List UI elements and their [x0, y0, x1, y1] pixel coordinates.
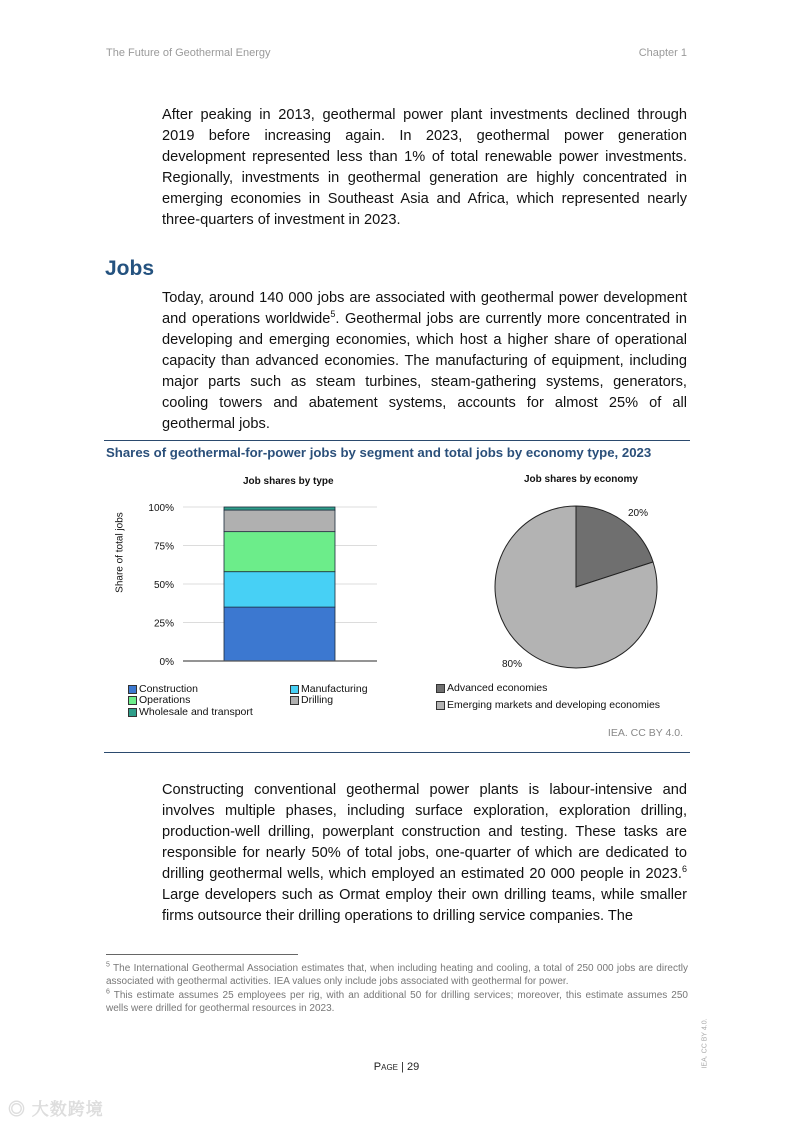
footnote-text: This estimate assumes 25 employees per rig, with an additional 50 for drilling services; moreover, this estimate assumes 250 wells were drilled for geothermal resources in 2023. — [106, 990, 688, 1014]
footnote-number: 5 — [106, 961, 110, 969]
legend-label: Construction — [139, 683, 198, 695]
section-heading-jobs: Jobs — [105, 257, 155, 280]
paragraph-construction — [162, 780, 687, 927]
y-tick-label: 0% — [159, 657, 174, 668]
text: Today, around 140 000 jobs are associated with geothermal power development and operations worldwide — [162, 290, 687, 327]
footnote-ref-5[interactable]: 5 — [330, 309, 336, 320]
swatch — [290, 685, 299, 694]
legend-label: Drilling — [301, 694, 334, 706]
legend-label: Advanced economies — [447, 682, 548, 694]
pie-data-label: 80% — [501, 659, 523, 670]
header-chapter: Chapter 1 — [638, 47, 687, 59]
watermark-logo: ◎ 大数跨境 — [8, 1100, 104, 1119]
swatch — [436, 684, 445, 693]
footnote-separator — [106, 954, 298, 955]
legend-label: Emerging markets and developing economies — [447, 699, 661, 711]
y-tick-label: 25% — [153, 618, 174, 630]
swatch — [128, 696, 137, 705]
y-tick-label: 75% — [153, 541, 174, 553]
pie-chart-title: Job shares by economy — [524, 474, 638, 485]
pie-chart — [495, 506, 657, 670]
swatch — [290, 696, 299, 705]
bar-segment-construction — [224, 607, 335, 661]
y-axis-label: Share of total jobs — [114, 512, 126, 593]
legend-drilling — [290, 694, 333, 706]
bar-chart — [148, 503, 377, 668]
bar-segment-operations — [224, 532, 335, 572]
text: . Geothermal jobs are currently more concentrated in developing and emerging economies, which host a higher share of operational capacity than advanced economies. The manufacturing of equipment, including major parts such as steam turbines, steam-gathering systems, generators, cooling towers and abatement systems, accounts for almost 25% of all geothermal jobs. — [162, 311, 687, 432]
figure-source: IEA. CC BY 4.0. — [607, 727, 683, 739]
bar-segment-wholesale-and-transport — [224, 507, 335, 510]
swatch — [436, 701, 445, 710]
bar-chart-title: Job shares by type — [243, 476, 334, 487]
header-doc-title: The Future of Geothermal Energy — [106, 47, 271, 59]
legend-label: Wholesale and transport — [139, 706, 253, 718]
text: Constructing conventional geothermal power plants is labour-intensive and involves multiple phases, including surface exploration, exploration drilling, production-well drilling, powerplant construction and testing. These tasks are responsible for nearly 50% of total jobs, one-quarter of which are dedicated to drilling geothermal wells, which employed an estimated 20 000 people in 2023. — [162, 782, 687, 882]
figure-bottom-rule — [104, 752, 690, 753]
footnote-5 — [106, 962, 688, 988]
bar-segment-manufacturing — [224, 572, 335, 607]
page-number: Page | 29 — [373, 1061, 420, 1073]
side-license: IEA. CC BY 4.0. — [701, 1018, 709, 1069]
pie-data-label: 20% — [627, 508, 649, 519]
legend-wholesale — [128, 706, 253, 718]
legend-label: Operations — [139, 694, 191, 706]
legend-label: Manufacturing — [301, 683, 368, 695]
bar-segment-drilling — [224, 510, 335, 532]
page-label: Page — [373, 1061, 398, 1073]
watermark-text: 大数跨境 — [31, 1100, 104, 1119]
text: Large developers such as Ormat employ their own drilling teams, while smaller firms outsource their drilling operations to drilling service companies. The — [162, 887, 687, 924]
legend-advanced — [436, 682, 547, 694]
legend-operations — [128, 694, 190, 706]
paragraph-investments: After peaking in 2013, geothermal power plant investments declined through 2019 before increasing again. In 2023, geothermal power generation development represented less than 1% of total renewable power investments. Regionally, investments in geothermal generation are highly concentrated in emerging economies in Southeast Asia and Africa, which represented nearly three-quarters of investment in 2023. — [162, 107, 687, 228]
y-tick-label: 50% — [153, 580, 174, 591]
footnote-text: The International Geothermal Association estimates that, when including heating and cooling, a total of 250 000 jobs are directly associated with geothermal activities. IEA values only include jobs associated with geothermal for power. — [106, 963, 688, 987]
figure-title: Shares of geothermal-for-power jobs by segment and total jobs by economy type, 2023 — [106, 445, 652, 460]
footnote-6 — [106, 989, 688, 1015]
swatch — [128, 708, 137, 717]
y-tick-label: 100% — [148, 503, 174, 514]
legend-emerging — [436, 699, 660, 711]
footnote-ref-6[interactable]: 6 — [681, 864, 687, 875]
footnote-number: 6 — [106, 988, 110, 996]
swatch — [128, 685, 137, 694]
page-number-value: 29 — [406, 1061, 420, 1073]
